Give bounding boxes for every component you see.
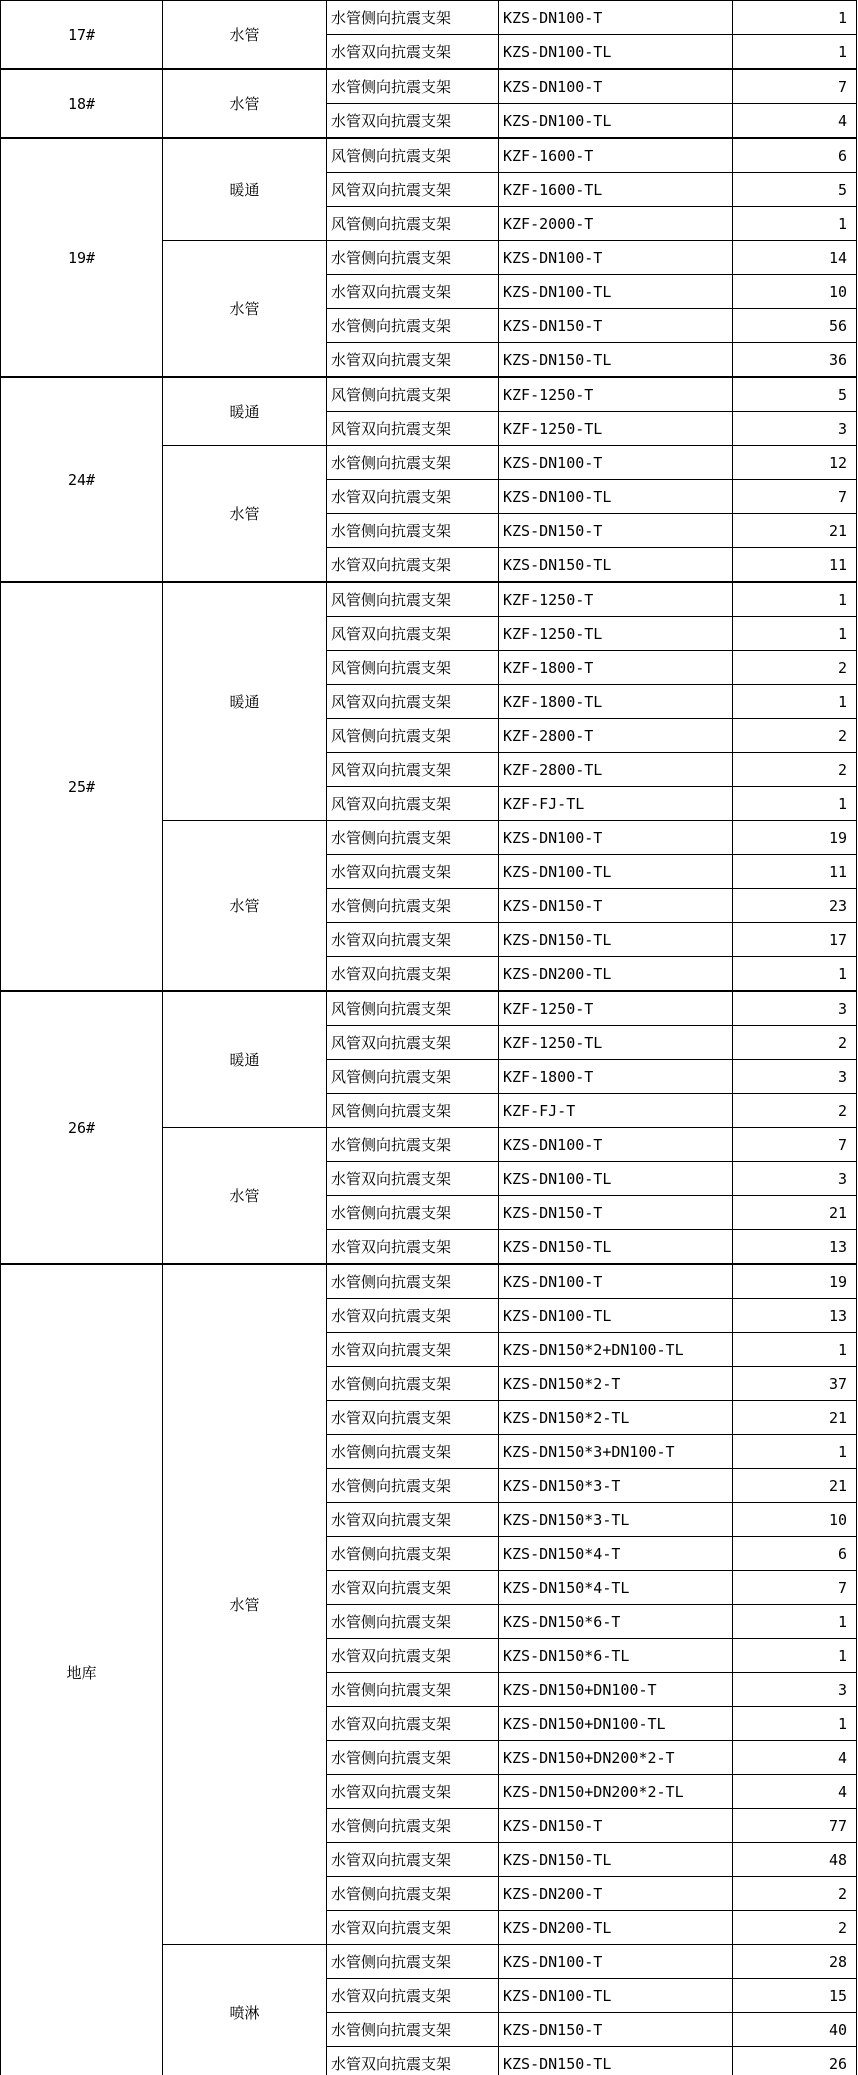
quantity-cell: 2 (733, 651, 857, 685)
quantity-cell: 1 (733, 1435, 857, 1469)
quantity-cell: 5 (733, 377, 857, 412)
model-cell: KZF-1250-TL (499, 617, 733, 651)
bracket-type-cell: 水管双向抗震支架 (327, 104, 499, 139)
bracket-type-cell: 风管双向抗震支架 (327, 617, 499, 651)
quantity-cell: 2 (733, 1094, 857, 1128)
quantity-cell: 5 (733, 173, 857, 207)
bracket-type-cell: 水管侧向抗震支架 (327, 514, 499, 548)
quantity-cell: 1 (733, 207, 857, 241)
system-cell: 水管 (163, 821, 327, 992)
quantity-cell: 10 (733, 275, 857, 309)
model-cell: KZS-DN150-T (499, 514, 733, 548)
model-cell: KZF-2800-TL (499, 753, 733, 787)
quantity-cell: 6 (733, 138, 857, 173)
bracket-type-cell: 风管侧向抗震支架 (327, 582, 499, 617)
model-cell: KZF-1250-T (499, 582, 733, 617)
quantity-cell: 19 (733, 1264, 857, 1299)
quantity-cell: 11 (733, 548, 857, 583)
model-cell: KZF-1800-T (499, 651, 733, 685)
bracket-type-cell: 风管侧向抗震支架 (327, 1060, 499, 1094)
building-cell: 17# (1, 1, 163, 70)
system-cell: 水管 (163, 241, 327, 378)
model-cell: KZS-DN100-T (499, 69, 733, 104)
quantity-cell: 7 (733, 1128, 857, 1162)
quantity-cell: 23 (733, 889, 857, 923)
model-cell: KZF-2000-T (499, 207, 733, 241)
model-cell: KZS-DN150*2-T (499, 1367, 733, 1401)
quantity-cell: 2 (733, 719, 857, 753)
quantity-cell: 3 (733, 1060, 857, 1094)
bracket-type-cell: 水管侧向抗震支架 (327, 1605, 499, 1639)
bracket-type-cell: 风管侧向抗震支架 (327, 719, 499, 753)
model-cell: KZS-DN150*2-TL (499, 1401, 733, 1435)
bracket-type-cell: 风管侧向抗震支架 (327, 1094, 499, 1128)
quantity-cell: 7 (733, 1571, 857, 1605)
quantity-cell: 56 (733, 309, 857, 343)
quantity-cell: 1 (733, 1707, 857, 1741)
quantity-cell: 1 (733, 582, 857, 617)
bracket-type-cell: 风管双向抗震支架 (327, 173, 499, 207)
table-row (1, 377, 857, 412)
model-cell: KZS-DN150*3-T (499, 1469, 733, 1503)
model-cell: KZF-1800-T (499, 1060, 733, 1094)
model-cell: KZS-DN150-T (499, 2013, 733, 2047)
quantity-cell: 48 (733, 1843, 857, 1877)
model-cell: KZS-DN100-T (499, 1264, 733, 1299)
model-cell: KZS-DN150*2+DN100-TL (499, 1333, 733, 1367)
model-cell: KZF-2800-T (499, 719, 733, 753)
quantity-cell: 2 (733, 1026, 857, 1060)
model-cell: KZS-DN100-TL (499, 104, 733, 139)
system-cell: 暖通 (163, 377, 327, 446)
model-cell: KZS-DN100-T (499, 1, 733, 35)
quantity-cell: 3 (733, 412, 857, 446)
bracket-type-cell: 水管侧向抗震支架 (327, 446, 499, 480)
quantity-cell: 6 (733, 1537, 857, 1571)
model-cell: KZS-DN100-TL (499, 1162, 733, 1196)
system-cell: 水管 (163, 1128, 327, 1265)
building-cell: 25# (1, 582, 163, 991)
model-cell: KZS-DN150-T (499, 889, 733, 923)
model-cell: KZF-1250-T (499, 991, 733, 1026)
model-cell: KZS-DN150-TL (499, 343, 733, 378)
quantity-cell: 13 (733, 1299, 857, 1333)
model-cell: KZF-1600-TL (499, 173, 733, 207)
bracket-type-cell: 风管侧向抗震支架 (327, 138, 499, 173)
quantity-cell: 19 (733, 821, 857, 855)
bracket-type-cell: 水管侧向抗震支架 (327, 1537, 499, 1571)
quantity-cell: 37 (733, 1367, 857, 1401)
bracket-type-cell: 水管双向抗震支架 (327, 1571, 499, 1605)
model-cell: KZS-DN100-TL (499, 855, 733, 889)
model-cell: KZF-1250-TL (499, 1026, 733, 1060)
model-cell: KZF-FJ-TL (499, 787, 733, 821)
table-row (1, 69, 857, 104)
quantity-cell: 1 (733, 957, 857, 992)
bracket-type-cell: 水管双向抗震支架 (327, 1707, 499, 1741)
table-row (1, 1264, 857, 1299)
model-cell: KZS-DN100-TL (499, 480, 733, 514)
bracket-type-cell: 水管双向抗震支架 (327, 1333, 499, 1367)
quantity-cell: 40 (733, 2013, 857, 2047)
model-cell: KZS-DN100-T (499, 446, 733, 480)
model-cell: KZS-DN200-TL (499, 1911, 733, 1945)
model-cell: KZS-DN150-T (499, 1196, 733, 1230)
model-cell: KZS-DN150+DN100-TL (499, 1707, 733, 1741)
quantity-cell: 13 (733, 1230, 857, 1265)
bracket-type-cell: 水管侧向抗震支架 (327, 241, 499, 275)
building-cell: 18# (1, 69, 163, 138)
model-cell: KZS-DN150-TL (499, 1843, 733, 1877)
bracket-type-cell: 水管侧向抗震支架 (327, 69, 499, 104)
model-cell: KZS-DN150*6-T (499, 1605, 733, 1639)
model-cell: KZS-DN200-TL (499, 957, 733, 992)
quantity-cell: 2 (733, 1911, 857, 1945)
bracket-type-cell: 水管侧向抗震支架 (327, 309, 499, 343)
bracket-type-cell: 水管双向抗震支架 (327, 1639, 499, 1673)
bracket-type-cell: 水管侧向抗震支架 (327, 1128, 499, 1162)
model-cell: KZS-DN100-T (499, 1945, 733, 1979)
quantity-cell: 1 (733, 685, 857, 719)
model-cell: KZS-DN150-T (499, 1809, 733, 1843)
bracket-type-cell: 水管侧向抗震支架 (327, 889, 499, 923)
quantity-cell: 4 (733, 104, 857, 139)
bracket-type-cell: 水管双向抗震支架 (327, 957, 499, 992)
quantity-cell: 2 (733, 753, 857, 787)
quantity-cell: 17 (733, 923, 857, 957)
quantity-cell: 7 (733, 480, 857, 514)
model-cell: KZS-DN150+DN100-T (499, 1673, 733, 1707)
bracket-type-cell: 水管双向抗震支架 (327, 1503, 499, 1537)
quantity-cell: 3 (733, 1673, 857, 1707)
bracket-type-cell: 水管侧向抗震支架 (327, 1877, 499, 1911)
bracket-type-cell: 风管侧向抗震支架 (327, 651, 499, 685)
bracket-type-cell: 水管双向抗震支架 (327, 35, 499, 70)
model-cell: KZS-DN150*3+DN100-T (499, 1435, 733, 1469)
bracket-type-cell: 水管侧向抗震支架 (327, 1809, 499, 1843)
table-row (1, 582, 857, 617)
quantity-cell: 3 (733, 1162, 857, 1196)
building-cell: 地库 (1, 1264, 163, 2075)
bracket-type-cell: 水管侧向抗震支架 (327, 821, 499, 855)
bracket-type-cell: 风管侧向抗震支架 (327, 991, 499, 1026)
bracket-type-cell: 水管双向抗震支架 (327, 1843, 499, 1877)
model-cell: KZS-DN200-T (499, 1877, 733, 1911)
bracket-type-cell: 风管双向抗震支架 (327, 753, 499, 787)
system-cell: 水管 (163, 69, 327, 138)
bracket-type-cell: 水管双向抗震支架 (327, 480, 499, 514)
bracket-type-cell: 风管侧向抗震支架 (327, 377, 499, 412)
quantity-cell: 77 (733, 1809, 857, 1843)
bracket-type-cell: 水管双向抗震支架 (327, 343, 499, 378)
system-cell: 水管 (163, 1264, 327, 1945)
bracket-type-cell: 水管双向抗震支架 (327, 1230, 499, 1265)
table-row (1, 1, 857, 35)
quantity-cell: 21 (733, 514, 857, 548)
bracket-type-cell: 水管双向抗震支架 (327, 923, 499, 957)
quantity-cell: 3 (733, 991, 857, 1026)
model-cell: KZS-DN100-T (499, 1128, 733, 1162)
quantity-cell: 1 (733, 1, 857, 35)
bracket-type-cell: 水管双向抗震支架 (327, 1979, 499, 2013)
bracket-type-cell: 水管侧向抗震支架 (327, 2013, 499, 2047)
bracket-type-cell: 风管侧向抗震支架 (327, 207, 499, 241)
bracket-type-cell: 风管双向抗震支架 (327, 412, 499, 446)
bracket-type-cell: 水管双向抗震支架 (327, 1401, 499, 1435)
model-cell: KZF-1250-TL (499, 412, 733, 446)
bracket-type-cell: 水管侧向抗震支架 (327, 1367, 499, 1401)
model-cell: KZS-DN100-TL (499, 1979, 733, 2013)
bracket-type-cell: 水管双向抗震支架 (327, 855, 499, 889)
model-cell: KZS-DN100-T (499, 821, 733, 855)
quantity-cell: 1 (733, 787, 857, 821)
bracket-type-cell: 风管双向抗震支架 (327, 787, 499, 821)
building-cell: 19# (1, 138, 163, 377)
bracket-type-cell: 风管双向抗震支架 (327, 685, 499, 719)
bracket-type-cell: 水管双向抗震支架 (327, 1162, 499, 1196)
model-cell: KZS-DN100-T (499, 241, 733, 275)
building-cell: 24# (1, 377, 163, 582)
system-cell: 水管 (163, 446, 327, 583)
quantity-cell: 21 (733, 1469, 857, 1503)
table-row (1, 991, 857, 1026)
quantity-cell: 11 (733, 855, 857, 889)
bracket-type-cell: 水管侧向抗震支架 (327, 1196, 499, 1230)
table-body (1, 1, 857, 2075)
quantity-cell: 36 (733, 343, 857, 378)
quantity-cell: 10 (733, 1503, 857, 1537)
bracket-type-cell: 水管侧向抗震支架 (327, 1, 499, 35)
quantity-cell: 4 (733, 1775, 857, 1809)
quantity-cell: 1 (733, 1639, 857, 1673)
system-cell: 水管 (163, 1, 327, 70)
system-cell: 暖通 (163, 138, 327, 241)
system-cell: 喷淋 (163, 1945, 327, 2075)
bracket-type-cell: 水管侧向抗震支架 (327, 1469, 499, 1503)
bracket-type-cell: 风管双向抗震支架 (327, 1026, 499, 1060)
bracket-type-cell: 水管侧向抗震支架 (327, 1673, 499, 1707)
quantity-cell: 28 (733, 1945, 857, 1979)
model-cell: KZS-DN150-TL (499, 2047, 733, 2075)
model-cell: KZS-DN100-TL (499, 35, 733, 70)
quantity-cell: 1 (733, 1605, 857, 1639)
model-cell: KZS-DN150*4-T (499, 1537, 733, 1571)
bracket-type-cell: 水管双向抗震支架 (327, 1775, 499, 1809)
bracket-type-cell: 水管双向抗震支架 (327, 1911, 499, 1945)
model-cell: KZF-1600-T (499, 138, 733, 173)
quantity-cell: 1 (733, 35, 857, 70)
quantity-cell: 15 (733, 1979, 857, 2013)
quantity-cell: 7 (733, 69, 857, 104)
quantity-cell: 2 (733, 1877, 857, 1911)
model-cell: KZS-DN150+DN200*2-T (499, 1741, 733, 1775)
model-cell: KZS-DN150*3-TL (499, 1503, 733, 1537)
bracket-type-cell: 水管侧向抗震支架 (327, 1741, 499, 1775)
bracket-type-cell: 水管侧向抗震支架 (327, 1945, 499, 1979)
quantity-cell: 12 (733, 446, 857, 480)
building-cell: 26# (1, 991, 163, 1264)
model-cell: KZS-DN150-T (499, 309, 733, 343)
bracket-type-cell: 水管侧向抗震支架 (327, 1264, 499, 1299)
model-cell: KZS-DN150-TL (499, 1230, 733, 1265)
table-row (1, 138, 857, 173)
model-cell: KZS-DN150+DN200*2-TL (499, 1775, 733, 1809)
model-cell: KZS-DN150*6-TL (499, 1639, 733, 1673)
quantity-cell: 14 (733, 241, 857, 275)
model-cell: KZF-FJ-T (499, 1094, 733, 1128)
bracket-type-cell: 水管双向抗震支架 (327, 1299, 499, 1333)
model-cell: KZS-DN100-TL (499, 275, 733, 309)
quantity-cell: 21 (733, 1196, 857, 1230)
system-cell: 暖通 (163, 582, 327, 821)
quantity-cell: 1 (733, 617, 857, 651)
bracket-type-cell: 水管侧向抗震支架 (327, 1435, 499, 1469)
model-cell: KZF-1800-TL (499, 685, 733, 719)
model-cell: KZS-DN150-TL (499, 548, 733, 583)
model-cell: KZF-1250-T (499, 377, 733, 412)
model-cell: KZS-DN150*4-TL (499, 1571, 733, 1605)
bracket-type-cell: 水管双向抗震支架 (327, 275, 499, 309)
quantity-cell: 21 (733, 1401, 857, 1435)
system-cell: 暖通 (163, 991, 327, 1128)
quantity-cell: 26 (733, 2047, 857, 2075)
model-cell: KZS-DN100-TL (499, 1299, 733, 1333)
model-cell: KZS-DN150-TL (499, 923, 733, 957)
quantity-cell: 1 (733, 1333, 857, 1367)
quantity-cell: 4 (733, 1741, 857, 1775)
bracket-type-cell: 水管双向抗震支架 (327, 548, 499, 583)
bracket-type-cell: 水管双向抗震支架 (327, 2047, 499, 2075)
